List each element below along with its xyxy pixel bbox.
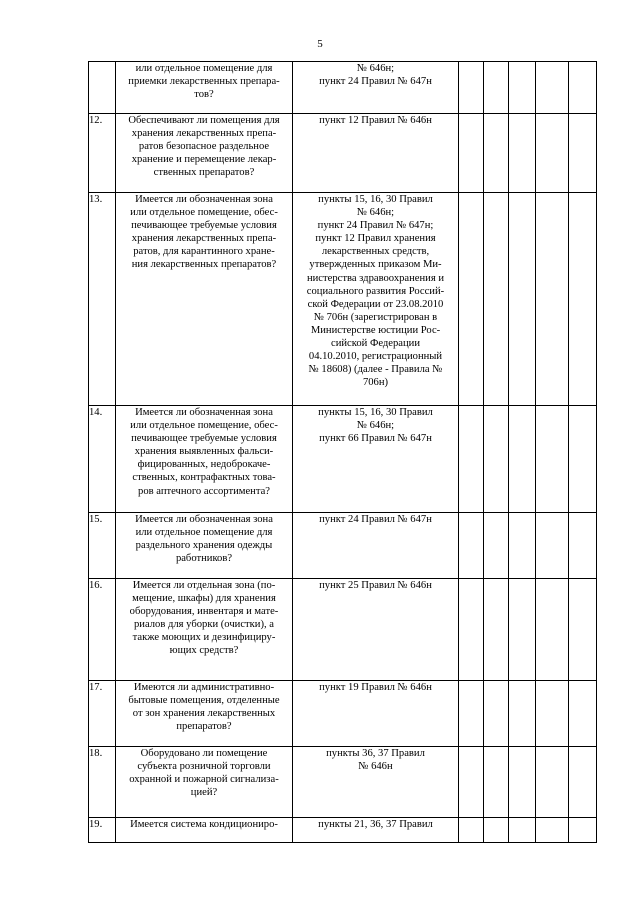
- question-cell: [116, 681, 293, 747]
- answer-cell: [484, 513, 509, 579]
- reference-line: пункт 24 Правил № 647н: [319, 76, 432, 88]
- answer-cell: [536, 747, 569, 818]
- question-line: хранения лекарственных препа-: [131, 233, 277, 245]
- reference-line: № 646н;: [356, 207, 395, 219]
- answer-cell: [484, 747, 509, 818]
- question-line: приемки лекарственных препара-: [128, 76, 280, 88]
- question-line: или отдельное помещение, обес-: [130, 207, 278, 219]
- question-line: ющих средств?: [169, 645, 239, 657]
- reference-line: пункт 66 Правил № 647н: [319, 433, 432, 445]
- answer-cell: [509, 193, 536, 406]
- answer-cell: [459, 747, 484, 818]
- question-line: ратов, для карантинного хране-: [133, 246, 275, 258]
- answer-cell: [536, 818, 569, 843]
- question-line: мещение, шкафы) для хранения: [132, 593, 276, 605]
- question-line: хранение и перемещение лекар-: [131, 154, 277, 166]
- question-cell: [116, 406, 293, 513]
- question-line: раздельного хранения одежды: [135, 540, 273, 552]
- question-line: Имеются ли административно-: [133, 682, 275, 693]
- answer-cell: [484, 681, 509, 747]
- reference-cell: [293, 681, 459, 747]
- answer-cell: [509, 818, 536, 843]
- question-cell: [116, 513, 293, 579]
- question-cell: [116, 193, 293, 406]
- reference-line: пункт 19 Правил № 646н: [319, 682, 432, 693]
- reference-line: № 706н (зарегистрирован в: [313, 311, 438, 323]
- question-line: цией?: [190, 787, 218, 799]
- reference-line: пункт 25 Правил № 646н: [319, 580, 432, 591]
- item-number: [89, 62, 116, 114]
- question-line: печивающее требуемые условия: [131, 433, 277, 445]
- answer-cell: [459, 62, 484, 114]
- reference-cell: [293, 406, 459, 513]
- question-line: оборудования, инвентаря и мате-: [129, 606, 279, 618]
- question-line: Имеется ли обозначенная зона: [135, 514, 273, 525]
- answer-cell: [509, 681, 536, 747]
- answer-cell: [459, 513, 484, 579]
- question-line: препаратов?: [176, 721, 232, 733]
- question-cell: [116, 747, 293, 818]
- question-line: ственных препаратов?: [153, 167, 255, 179]
- answer-cell: [569, 681, 597, 747]
- answer-cell: [484, 62, 509, 114]
- answer-cell: [569, 114, 597, 193]
- answer-cell: [569, 579, 597, 681]
- table-row: [89, 579, 597, 681]
- reference-line: № 646н: [358, 761, 393, 773]
- reference-cell: [293, 747, 459, 818]
- reference-line: утвержденных приказом Ми-: [309, 259, 442, 271]
- question-line: Имеется система кондициониро-: [130, 819, 278, 830]
- reference-cell: [293, 62, 459, 114]
- reference-line: пункт 12 Правил № 646н: [319, 115, 432, 126]
- question-line: или отдельное помещение, обес-: [130, 420, 278, 432]
- answer-cell: [459, 681, 484, 747]
- answer-cell: [484, 579, 509, 681]
- table-row: [89, 818, 597, 843]
- question-line: охранной и пожарной сигнализа-: [129, 774, 279, 786]
- answer-cell: [509, 114, 536, 193]
- question-cell: [116, 114, 293, 193]
- reference-line: № 646н;: [356, 63, 395, 74]
- reference-line: 04.10.2010, регистрационный: [308, 351, 443, 363]
- reference-line: пункты 36, 37 Правил: [326, 748, 425, 759]
- question-line: ров аптечного ассортимента?: [138, 485, 270, 497]
- answer-cell: [536, 62, 569, 114]
- answer-cell: [536, 193, 569, 406]
- question-cell: [116, 818, 293, 843]
- answer-cell: [569, 406, 597, 513]
- answer-cell: [459, 193, 484, 406]
- answer-cell: [569, 513, 597, 579]
- answer-cell: [509, 747, 536, 818]
- reference-line: пункты 21, 36, 37 Правил: [318, 819, 433, 830]
- answer-cell: [569, 747, 597, 818]
- reference-line: пункт 24 Правил № 647н: [319, 514, 432, 525]
- item-number: 13.: [89, 193, 116, 406]
- table-row: [89, 62, 597, 114]
- answer-cell: [459, 579, 484, 681]
- question-line: субъекта розничной торговли: [137, 761, 271, 773]
- answer-cell: [509, 513, 536, 579]
- answer-cell: [536, 579, 569, 681]
- reference-cell: [293, 579, 459, 681]
- question-line: хранения лекарственных препа-: [131, 128, 277, 140]
- checklist-table: [88, 61, 597, 843]
- reference-line: сийской Федерации: [331, 338, 420, 350]
- answer-cell: [509, 406, 536, 513]
- answer-cell: [484, 818, 509, 843]
- reference-cell: [293, 513, 459, 579]
- page-number: 5: [317, 38, 323, 50]
- table-row: [89, 513, 597, 579]
- table-row: [89, 114, 597, 193]
- reference-line: ской Федерации от 23.08.2010: [307, 298, 444, 310]
- question-line: или отдельное помещение для: [135, 527, 273, 539]
- answer-cell: [484, 193, 509, 406]
- item-number: 19.: [89, 818, 116, 843]
- reference-line: пункты 15, 16, 30 Правил: [318, 194, 433, 205]
- question-line: Оборудовано ли помещение: [140, 748, 268, 759]
- question-line: бытовые помещения, отделенные: [128, 695, 280, 707]
- reference-cell: [293, 114, 459, 193]
- table-row: [89, 193, 597, 406]
- answer-cell: [484, 406, 509, 513]
- answer-cell: [536, 406, 569, 513]
- item-number: 18.: [89, 747, 116, 818]
- reference-line: Министерстве юстиции Рос-: [310, 324, 441, 336]
- table-row: [89, 406, 597, 513]
- question-line: от зон хранения лекарственных: [132, 708, 276, 720]
- answer-cell: [509, 62, 536, 114]
- answer-cell: [536, 681, 569, 747]
- answer-cell: [536, 114, 569, 193]
- answer-cell: [569, 62, 597, 114]
- answer-cell: [569, 818, 597, 843]
- reference-line: пункт 12 Правил хранения: [315, 233, 436, 245]
- reference-line: пункт 24 Правил № 647н;: [317, 220, 434, 232]
- reference-line: социального развития Россий-: [306, 285, 445, 297]
- answer-cell: [484, 114, 509, 193]
- reference-cell: [293, 193, 459, 406]
- question-line: ния лекарственных препаратов?: [131, 259, 277, 271]
- reference-cell: [293, 818, 459, 843]
- answer-cell: [459, 818, 484, 843]
- question-line: Обеспечивают ли помещения для: [128, 115, 280, 126]
- question-cell: [116, 62, 293, 114]
- reference-line: пункты 15, 16, 30 Правил: [318, 407, 433, 418]
- reference-line: нистерства здравоохранения и: [306, 272, 445, 284]
- question-line: фицированных, недоброкаче-: [137, 459, 271, 471]
- question-line: тов?: [194, 89, 214, 101]
- answer-cell: [459, 114, 484, 193]
- question-line: ратов безопасное раздельное: [138, 141, 270, 153]
- item-number: 12.: [89, 114, 116, 193]
- reference-line: лекарственных средств,: [321, 246, 430, 258]
- item-number: 14.: [89, 406, 116, 513]
- table-row: [89, 681, 597, 747]
- answer-cell: [536, 513, 569, 579]
- answer-cell: [509, 579, 536, 681]
- reference-line: № 18608) (далее - Правила №: [308, 364, 443, 376]
- question-line: печивающее требуемые условия: [131, 220, 277, 232]
- question-line: ственных, контрафактных това-: [132, 472, 276, 484]
- table-row: [89, 747, 597, 818]
- question-line: также моющих и дезинфициру-: [132, 632, 276, 644]
- answer-cell: [459, 406, 484, 513]
- question-line: риалов для уборки (очистки), а: [133, 619, 275, 631]
- reference-line: № 646н;: [356, 420, 395, 432]
- question-line: Имеется ли отдельная зона (по-: [132, 580, 276, 591]
- item-number: 17.: [89, 681, 116, 747]
- question-line: Имеется ли обозначенная зона: [135, 407, 273, 418]
- item-number: 16.: [89, 579, 116, 681]
- item-number: 15.: [89, 513, 116, 579]
- question-line: или отдельное помещение для: [135, 63, 273, 74]
- question-line: Имеется ли обозначенная зона: [135, 194, 273, 205]
- question-cell: [116, 579, 293, 681]
- reference-line: 706н): [362, 377, 389, 389]
- question-line: хранения выявленных фальси-: [134, 446, 274, 458]
- question-line: работников?: [175, 553, 233, 565]
- answer-cell: [569, 193, 597, 406]
